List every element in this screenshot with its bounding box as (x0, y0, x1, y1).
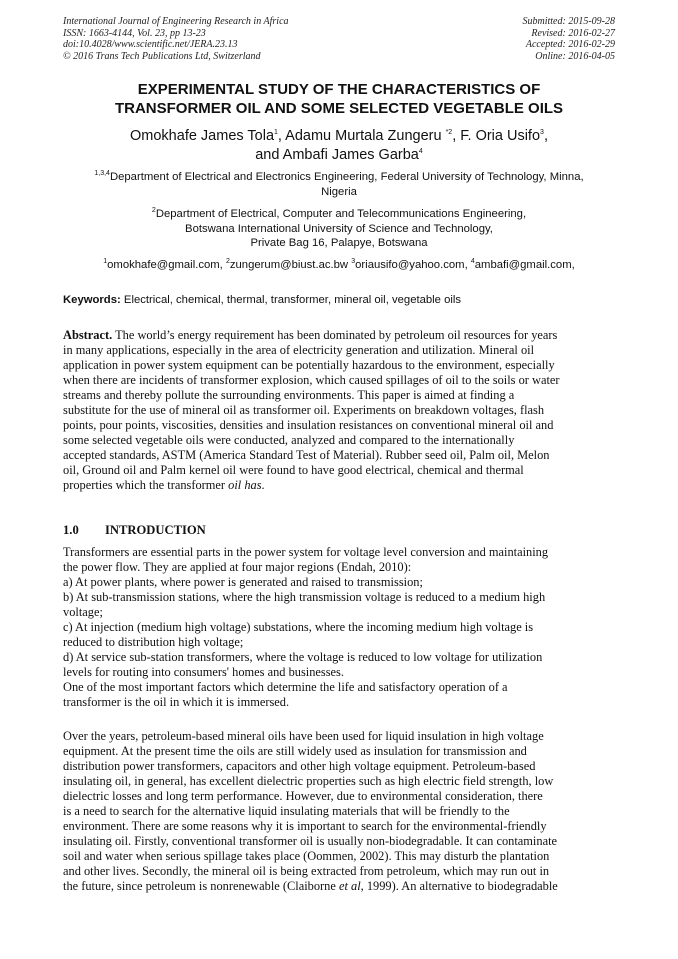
keywords (63, 293, 615, 307)
paragraph-line: reduced to distribution high voltage; (63, 635, 244, 649)
journal-name: International Journal of Engineering Research in Africa (63, 16, 289, 27)
date-revised: Revised: 2016-02-27 (531, 27, 615, 39)
abstract-line: when there are incidents of transformer explosion, which caused spillages of oil to the soils or water (63, 373, 560, 387)
journal-issn: ISSN: 1663-4144, Vol. 23, pp 13-23 (63, 27, 206, 39)
email-link[interactable]: zungerum@biust.ac.bw (229, 259, 352, 271)
affiliation-2 (63, 207, 615, 251)
abstract-italic: oil has (228, 478, 262, 492)
abstract-end: . (261, 478, 265, 492)
paragraph-line: environment. There are some reasons why it is important to search for the environmental-friendly (63, 819, 547, 833)
paragraph-line: levels for routing into consumers' homes and businesses. (63, 665, 344, 679)
date-online: Online: 2016-04-05 (535, 50, 615, 62)
author-name: , F. Oria Usifo (452, 128, 541, 144)
abstract-line: application in power system equipment can be potentially hazardous to the environment, especially (63, 358, 555, 372)
paragraph-line: c) At injection (medium high voltage) substations, where the incoming medium high voltage is (63, 620, 534, 634)
title-line: EXPERIMENTAL STUDY OF THE CHARACTERISTICS OF (137, 81, 541, 98)
affiliation-text: Botswana International University of Science and Technology, (185, 222, 493, 235)
abstract-line: in many applications, especially in the area of electricity generation and utilization. Mineral oil (63, 343, 535, 357)
author-affiliation-mark: 3 (540, 129, 544, 137)
abstract-line: accepted standards, ASTM (America Standard Test of Material). Rubber seed oil, Palm oil, Melon (63, 448, 550, 462)
email-mark: 4 (470, 258, 475, 266)
paragraph-line: Over the years, petroleum-based mineral oils have been used for liquid insulation in high voltage (63, 729, 544, 743)
keywords-text: Electrical, chemical, thermal, transformer, mineral oil, vegetable oils (120, 294, 462, 306)
paragraph-line: is a need to search for the alternative liquid insulating materials that will be friendly to the (63, 804, 510, 818)
email-link[interactable]: oriausifo@yahoo.com, (355, 259, 471, 271)
paragraph-line: b) At sub-transmission stations, where the high transmission voltage is reduced to a medium high (63, 590, 546, 604)
paragraph-line: d) At service sub-station transformers, where the voltage is reduced to low voltage for utilization (63, 650, 543, 664)
journal-copyright: © 2016 Trans Tech Publications Ltd, Switzerland (63, 50, 261, 62)
abstract-line: streams and thereby pollute the surrounding environments. This paper is aimed at finding a (63, 388, 515, 402)
abstract-line: points, pour points, viscosities, densities and insulation resistances on conventional mineral oil and (63, 418, 554, 432)
author-name: and Ambafi James Garba (255, 147, 419, 163)
paragraph-line: transformer is the oil in which it is immersed. (63, 695, 290, 709)
paragraph-line: the power flow. They are applied at four major regions (Endah, 2010): (63, 560, 412, 574)
journal-info (63, 16, 289, 62)
email-link[interactable]: omokhafe@gmail.com, (107, 259, 226, 271)
paragraph-line: Transformers are essential parts in the power system for voltage level conversion and maintaining (63, 545, 549, 559)
affiliation-text: Private Bag 16, Palapye, Botswana (250, 237, 428, 249)
paragraph-line: voltage; (63, 605, 103, 619)
affiliation-text: Department of Electrical and Electronics Engineering, Federal University of Technology, Minna, (109, 171, 584, 183)
author-affiliation-mark: 4 (418, 148, 423, 156)
keywords-label: Keywords: (63, 294, 121, 306)
paragraph-line: dielectric losses and long term performance. However, due to environmental consideration, there (63, 789, 543, 803)
section-number: 1.0 (63, 523, 79, 537)
author-affiliation-mark: 1 (274, 129, 278, 137)
abstract (63, 328, 615, 493)
email-mark: 3 (351, 258, 356, 266)
author-affiliation-mark: *2 (445, 129, 453, 137)
paragraph-line: distribution power transformers, capacitors and other high voltage equipment. Petroleum-based (63, 759, 536, 773)
email-link[interactable]: ambafi@gmail.com, (474, 259, 575, 271)
date-submitted: Submitted: 2015-09-28 (522, 16, 615, 27)
affiliation-mark: 1,3,4 (94, 170, 110, 178)
abstract-label: Abstract. (63, 328, 113, 342)
citation-italic: et al (338, 879, 361, 893)
paragraph-line: and other lives. Secondly, the mineral oil is being extracted from petroleum, which may run out in (63, 864, 550, 878)
paragraph-line: insulating oil. Firstly, conventional transformer oil is usually non-biodegradable. It can contaminate (63, 834, 558, 848)
affiliation-text: Department of Electrical, Computer and Telecommunications Engineering, (155, 208, 527, 220)
affiliation-mark: 2 (151, 207, 156, 215)
paragraph-line: One of the most important factors which determine the life and satisfactory operation of a (63, 680, 508, 694)
paragraph-line: equipment. At the present time the oils are still widely used as insulation for transmission and (63, 744, 527, 758)
author-separator: , (543, 128, 548, 144)
journal-doi: doi:10.4028/www.scientific.net/JERA.23.13 (63, 39, 238, 50)
author-emails (63, 258, 615, 273)
abstract-line: The world’s energy requirement has been dominated by petroleum oil resources for years (112, 328, 558, 342)
paragraph-line: a) At power plants, where power is generated and raised to transmission; (63, 575, 423, 589)
author-name: Omokhafe James Tola (130, 128, 275, 144)
abstract-line: substitute for the use of mineral oil as transformer oil. Experiments on breakdown voltages, flash (63, 403, 545, 417)
affiliation-1 (63, 170, 615, 199)
author-list (63, 127, 615, 165)
title-line: TRANSFORMER OIL AND SOME SELECTED VEGETABLE OILS (114, 100, 564, 117)
intro-paragraph-1 (63, 545, 615, 710)
paragraph-line: the future, since petroleum is nonrenewable (Claiborne (63, 879, 339, 893)
abstract-line: properties which the transformer (63, 478, 229, 492)
date-accepted: Accepted: 2016-02-29 (525, 39, 615, 50)
paragraph-line: , 1999). An alternative to biodegradable (360, 879, 558, 893)
section-heading (63, 523, 206, 538)
email-mark: 1 (103, 258, 108, 266)
affiliation-text: Nigeria (321, 185, 357, 198)
submission-dates (523, 16, 616, 62)
email-mark: 2 (225, 258, 230, 266)
abstract-line: oil, Ground oil and Palm kernel oil were found to have good electrical, chemical and thermal (63, 463, 524, 477)
paragraph-line: insulating oil, in general, has excellent dielectric properties such as high electric field strength, low (63, 774, 554, 788)
section-title: INTRODUCTION (105, 523, 206, 537)
paragraph-line: soil and water when serious spillage takes place (Oommen, 2002). This may disturb the plantation (63, 849, 550, 863)
intro-paragraph-2 (63, 729, 615, 894)
paper-title (63, 80, 615, 118)
abstract-line: some selected vegetable oils were conducted, analyzed and compared to the internationally (63, 433, 515, 447)
author-name: , Adamu Murtala Zungeru (277, 128, 446, 144)
